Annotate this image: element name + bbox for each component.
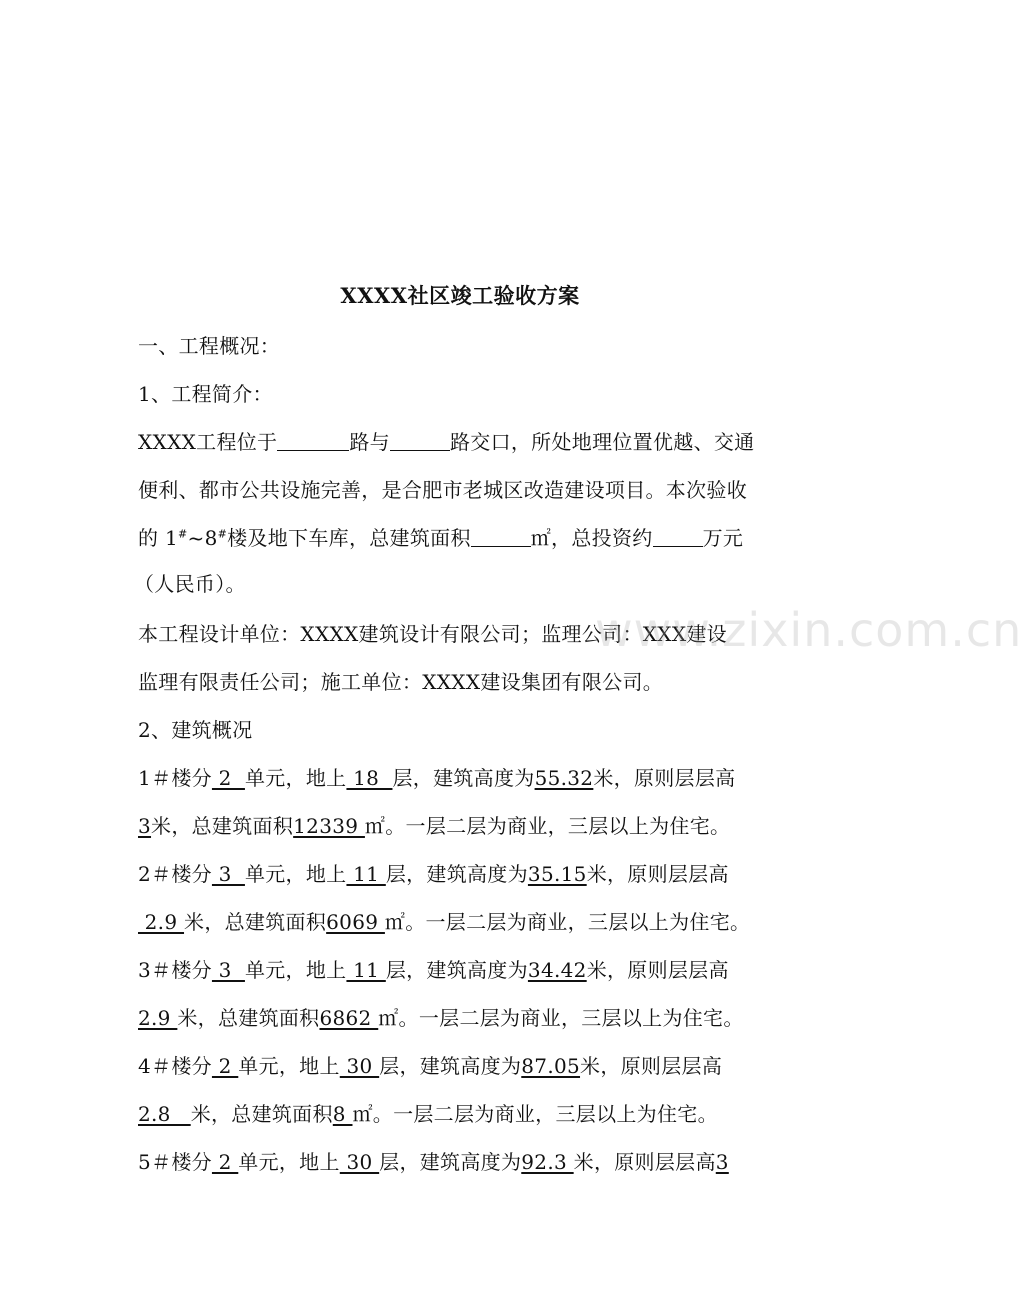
label: ㎡。一层二层为商业，三层以上为住宅。 [352,1102,718,1126]
building-1-line-2 [138,810,730,839]
label: 米，总建筑面积 [184,910,327,934]
label: 米，总建筑面积 [177,1006,320,1030]
building-5-line-1 [138,1146,729,1175]
units-line-1: 本工程设计单位：XXXX建筑设计有限公司；监理公司：XXX建设 [138,622,727,646]
label: 米，原则层层高 [580,1054,723,1078]
label: ㎡。一层二层为商业，三层以上为住宅。 [364,814,731,838]
floor-area: 6862 [319,1006,379,1030]
road-blank-1 [277,432,349,451]
intro-text-e: ㎡，总投资约 [530,526,653,550]
floor-area: 6069 [326,910,385,934]
floor-height: 2.9 [138,1006,178,1030]
floor-count: 18 [346,766,393,790]
label: 米，总建筑面积 [190,1102,333,1126]
section-heading-overview: 一、工程概况： [138,334,281,358]
floor-count: 30 [339,1150,380,1174]
road-blank-2 [390,432,450,451]
building-height: 55.32 [534,766,594,790]
intro-line-1 [138,426,754,455]
label: 单元，地上 [238,1054,340,1078]
label: 米，原则层层高 [573,1150,716,1174]
unit-count: 2 [211,766,245,790]
label: 层，建筑高度为 [379,1150,522,1174]
label: 米，总建筑面积 [151,814,294,838]
label: 3＃楼分 [138,958,212,982]
label: 层，建筑高度为 [385,958,528,982]
label: 米，原则层层高 [586,958,729,982]
floor-height: 2.9 [138,910,185,934]
floor-area: 12339 [293,814,365,838]
building-4-line-1 [138,1050,722,1079]
building-no-mark: # [177,527,188,541]
building-height: 87.05 [521,1054,581,1078]
label: ㎡。一层二层为商业，三层以上为住宅。 [384,910,751,934]
intro-text-d-post: 楼及地下车库，总建筑面积 [227,526,471,550]
intro-text-c: 路交口，所处地理位置优越、交通 [449,430,755,454]
building-height: 92.3 [521,1150,574,1174]
label: 4＃楼分 [138,1054,212,1078]
investment-blank [653,528,703,547]
building-2-line-1 [138,858,729,887]
intro-text-b: 路与 [349,430,390,454]
building-2-line-2 [138,906,750,935]
building-no-mark: # [217,527,228,541]
label: 2＃楼分 [138,862,212,886]
intro-text-f: 万元 [702,526,744,550]
building-4-line-2 [138,1098,718,1127]
units-line-2: 监理有限责任公司；施工单位：XXXX建设集团有限公司。 [138,670,664,694]
building-3-line-2 [138,1002,744,1031]
intro-line-2: 便利、都市公共设施完善，是合肥市老城区改造建设项目。本次验收 [138,478,747,502]
subheading-building-overview: 2、建筑概况 [138,718,253,742]
watermark: www.zixin.com.cn [595,603,1022,657]
area-blank [471,528,531,547]
label: 层，建筑高度为 [385,862,528,886]
unit-count: 2 [211,1054,239,1078]
floor-height: 3 [715,1150,729,1174]
label: 层，建筑高度为 [392,766,535,790]
label: ㎡。一层二层为商业，三层以上为住宅。 [378,1006,744,1030]
subheading-project-intro: 1、工程简介： [138,382,273,406]
intro-line-4: （人民币）。 [134,572,246,596]
document-title: XXXX社区竣工验收方案 [340,283,580,308]
intro-line-3 [138,522,743,551]
label: 单元，地上 [244,958,347,982]
intro-text-a: XXXX工程位于 [138,430,278,454]
floor-height: 2.8 [138,1102,191,1126]
label: 单元，地上 [238,1150,340,1174]
unit-count: 2 [211,1150,239,1174]
label: 单元，地上 [244,862,347,886]
intro-text-d: 的 1 [138,526,178,550]
label: 米，原则层层高 [586,862,729,886]
building-height: 34.42 [527,958,587,982]
floor-count: 11 [346,862,386,886]
building-3-line-1 [138,954,729,983]
label: 层，建筑高度为 [379,1054,522,1078]
building-1-line-1 [138,762,735,791]
floor-height: 3 [138,814,152,838]
intro-range: ~8 [187,526,218,550]
building-height: 35.15 [527,862,587,886]
floor-area: 8 [332,1102,353,1126]
label: 单元，地上 [244,766,347,790]
unit-count: 3 [211,958,245,982]
unit-count: 3 [211,862,245,886]
floor-count: 30 [339,1054,380,1078]
label: 米，原则层层高 [593,766,736,790]
label: 1＃楼分 [138,766,212,790]
label: 5＃楼分 [138,1150,212,1174]
floor-count: 11 [346,958,386,982]
